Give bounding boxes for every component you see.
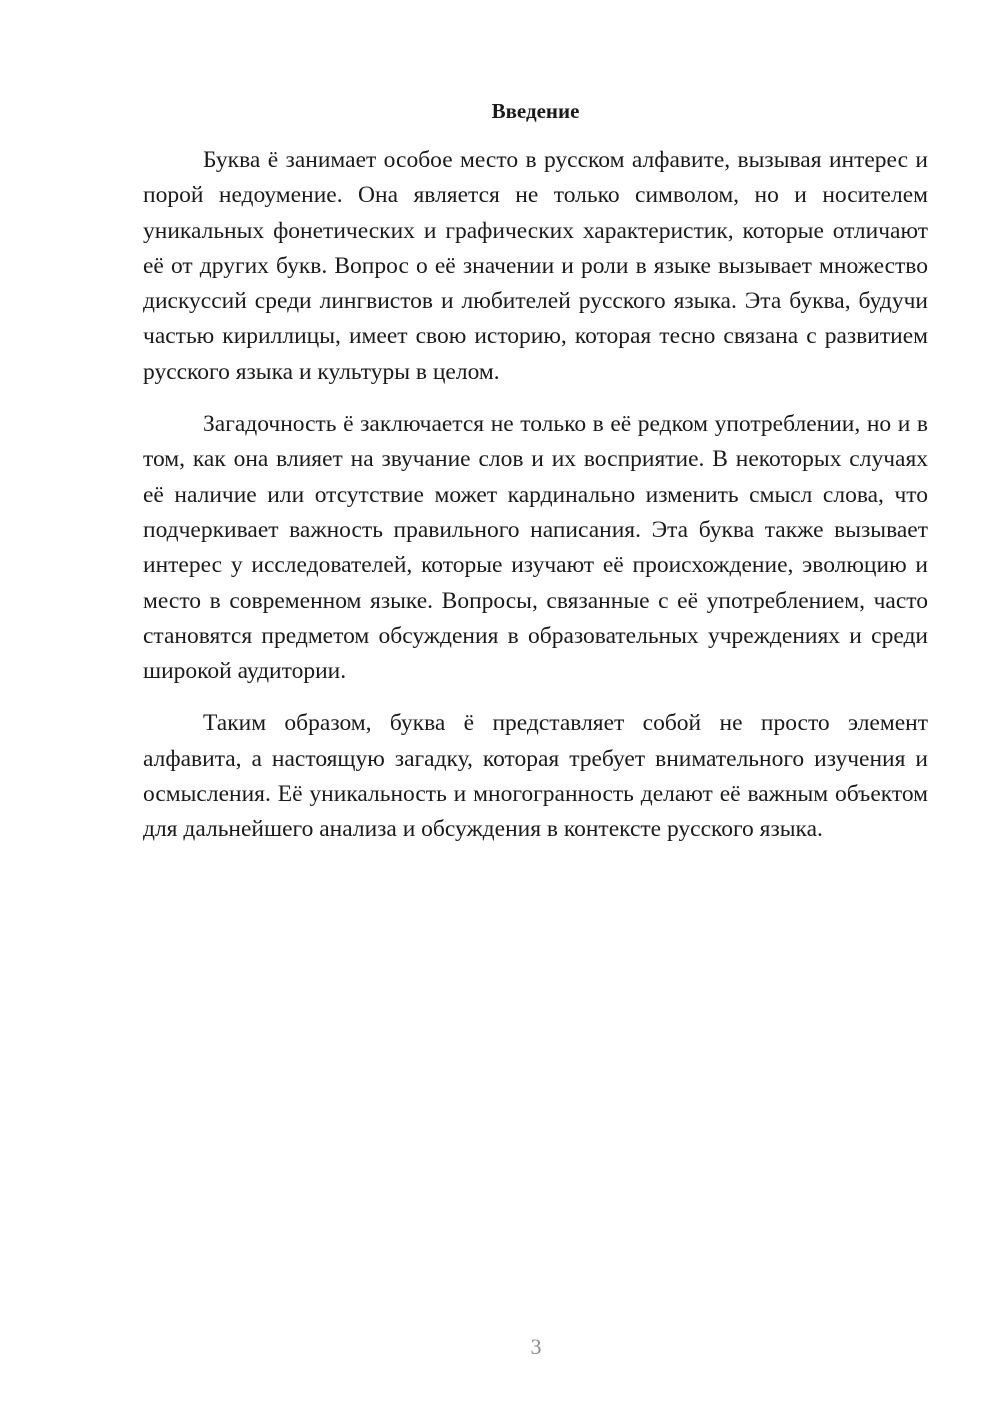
paragraph-3: Таким образом, буква ё представляет собой не просто элемент алфавита, а настоящую загадку, которая требует внимательного изучения и осмысления. Её уникальность и многогранность делают её важным объектом для дальнейшего анализа и обсуждения в контексте русского языка. <box>143 710 928 843</box>
section-heading: Введение <box>491 99 580 123</box>
paragraph-2: Загадочность ё заключается не только в её редком употреблении, но и в том, как она влияет на звучание слов и их восприятие. В некоторых случаях её наличие или отсутствие может кардинально изменить смысл слова, что подчеркивает важность правильного написания. Эта буква также вызывает интерес у исследователей, которые изучают её происхождение, эволюцию и место в современном языке. Вопросы, связанные с её употреблением, часто становятся предметом обсуждения в образовательных учреждениях и среди широкой аудитории. <box>143 411 928 685</box>
page-number: 3 <box>530 1334 542 1359</box>
body-text <box>143 143 928 865</box>
paragraph-1: Буква ё занимает особое место в русском алфавите, вызывая интерес и порой недоумение. Она является не только символом, но и носителем уникальных фонетических и графических характеристик, которые отличают её от других букв. Вопрос о её значении и роли в языке вызывает множество дискуссий среди лингвистов и любителей русского языка. Эта буква, будучи частью кириллицы, имеет свою историю, которая тесно связана с развитием русского языка и культуры в целом. <box>143 147 928 385</box>
